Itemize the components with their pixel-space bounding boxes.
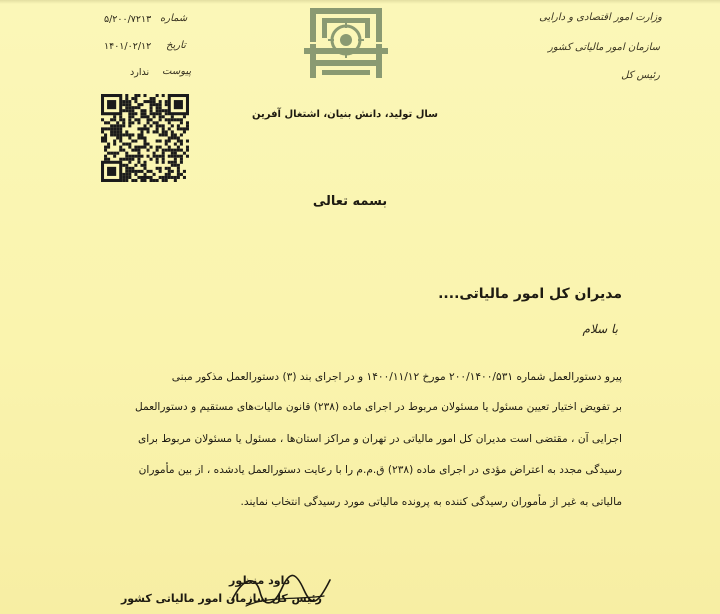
year-slogan: سال تولید، دانش بنیان، اشتغال آفرین [252, 109, 438, 120]
number-label: شماره [160, 13, 188, 24]
qr-code-icon [100, 94, 190, 182]
body-line-5: مالیاتی به غیر از مأموران رسیدگی کننده به پرونده مالیاتی مورد رسیدگی انتخاب نمایند. [240, 496, 622, 508]
attachment-label: پیوست [162, 66, 192, 77]
handwritten-signature-icon [226, 566, 336, 612]
ministry-line-3: رئیس کل [621, 70, 660, 81]
body-line-2: بر تفویض اختیار تعیین مسئول یا مسئولان مربوط در اجرای ماده (۲۳۸) قانون مالیات‌های مستقیم و دستورالعمل [134, 401, 622, 413]
tax-organization-emblem-icon [300, 4, 392, 82]
addressee: مدیران کل امور مالیاتی.... [438, 286, 622, 302]
body-line-4: رسیدگی مجدد به اعتراض مؤدی در اجرای ماده (۲۳۸) ق.م.م را با رعایت دستورالعمل یادشده ، از بین مأموران [138, 464, 622, 476]
greeting: با سلام [582, 322, 618, 336]
signatory-name: داود منظور [229, 574, 290, 587]
basmala: بسمه تعالی [312, 194, 388, 209]
body-line-3: اجرایی آن ، مقتضی است مدیران کل امور مالیاتی در تهران و مراکز استان‌ها ، مسئول یا مسئولان مربوط برای [137, 433, 622, 445]
number-value: ۵/۲۰۰/۷۲۱۳ [104, 14, 152, 25]
date-label: تاریخ [166, 40, 186, 51]
body-line-1: پیرو دستورالعمل شماره ۲۰۰/۱۴۰۰/۵۳۱ مورخ ۱۴۰۰/۱۱/۱۲ و در اجرای بند (۳) دستورالعمل مذکور مبنی [171, 371, 622, 383]
signatory-title: رئیس کل سازمان امور مالیاتی کشور [120, 592, 322, 605]
ministry-line-2: سازمان امور مالیاتی کشور [548, 42, 660, 53]
date-value: ۱۴۰۱/۰۲/۱۲ [104, 41, 152, 52]
attachment-value: ندارد [130, 67, 150, 78]
ministry-line-1: وزارت امور اقتصادی و دارایی [539, 12, 662, 23]
